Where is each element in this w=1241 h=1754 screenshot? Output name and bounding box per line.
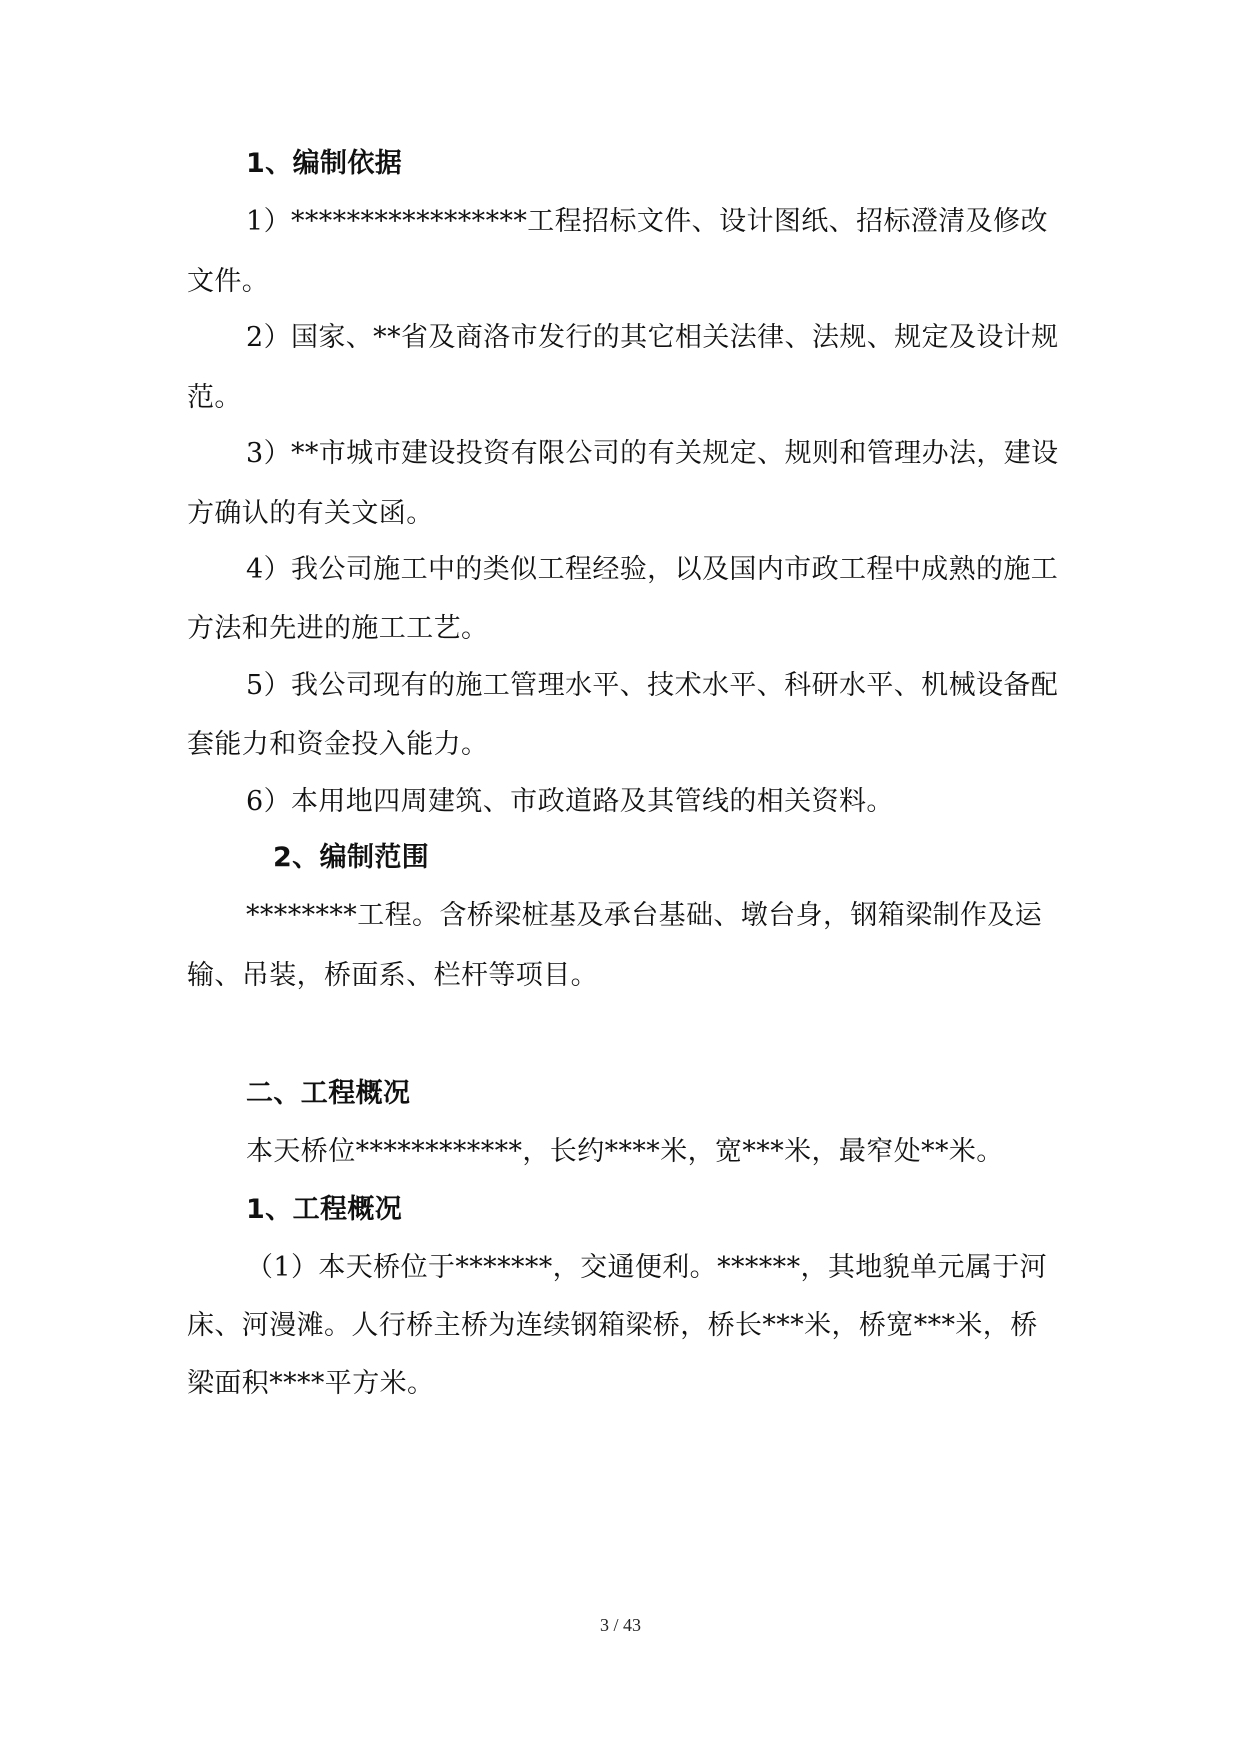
paragraph-basis-2-line-1: 2）国家、**省及商洛市发行的其它相关法律、法规、规定及设计规 [246,322,1059,353]
paragraph-basis-3-line-2: 方确认的有关文函。 [187,498,434,529]
paragraph-basis-3-line-1: 3）**市城市建设投资有限公司的有关规定、规则和管理办法，建设 [246,438,1059,469]
paragraph-basis-1-line-1: 1）*****************工程招标文件、设计图纸、招标澄清及修改 [246,206,1048,237]
page-number: 3 / 43 [599,1615,641,1635]
paragraph-overview-summary: 本天桥位************，长约****米，宽***米，最窄处**米。 [246,1136,1004,1167]
section-heading-compilation-scope: 2、编制范围 [273,842,430,873]
paragraph-overview-1-line-2: 床、河漫滩。人行桥主桥为连续钢箱梁桥，桥长***米，桥宽***米，桥 [187,1310,1038,1341]
paragraph-basis-2-line-2: 范。 [187,382,242,413]
paragraph-basis-4-line-1: 4）我公司施工中的类似工程经验，以及国内市政工程中成熟的施工 [246,554,1059,585]
paragraph-overview-1-line-3: 梁面积****平方米。 [187,1368,435,1399]
paragraph-scope-line-2: 输、吊装，桥面系、栏杆等项目。 [187,960,598,991]
paragraph-basis-6: 6）本用地四周建筑、市政道路及其管线的相关资料。 [246,786,894,817]
subsection-heading-project-overview: 1、工程概况 [246,1194,403,1225]
paragraph-basis-5-line-1: 5）我公司现有的施工管理水平、技术水平、科研水平、机械设备配 [246,670,1059,701]
paragraph-basis-5-line-2: 套能力和资金投入能力。 [187,729,489,760]
paragraph-overview-1-line-1: （1）本天桥位于*******，交通便利。******，其地貌单元属于河 [246,1252,1048,1283]
paragraph-basis-4-line-2: 方法和先进的施工工艺。 [187,613,489,644]
section-heading-project-overview: 二、工程概况 [246,1078,411,1109]
paragraph-basis-1-line-2: 文件。 [187,266,270,297]
paragraph-scope-line-1: ********工程。含桥梁桩基及承台基础、墩台身，钢箱梁制作及运 [246,900,1043,931]
section-heading-compilation-basis: 1、编制依据 [246,148,403,179]
